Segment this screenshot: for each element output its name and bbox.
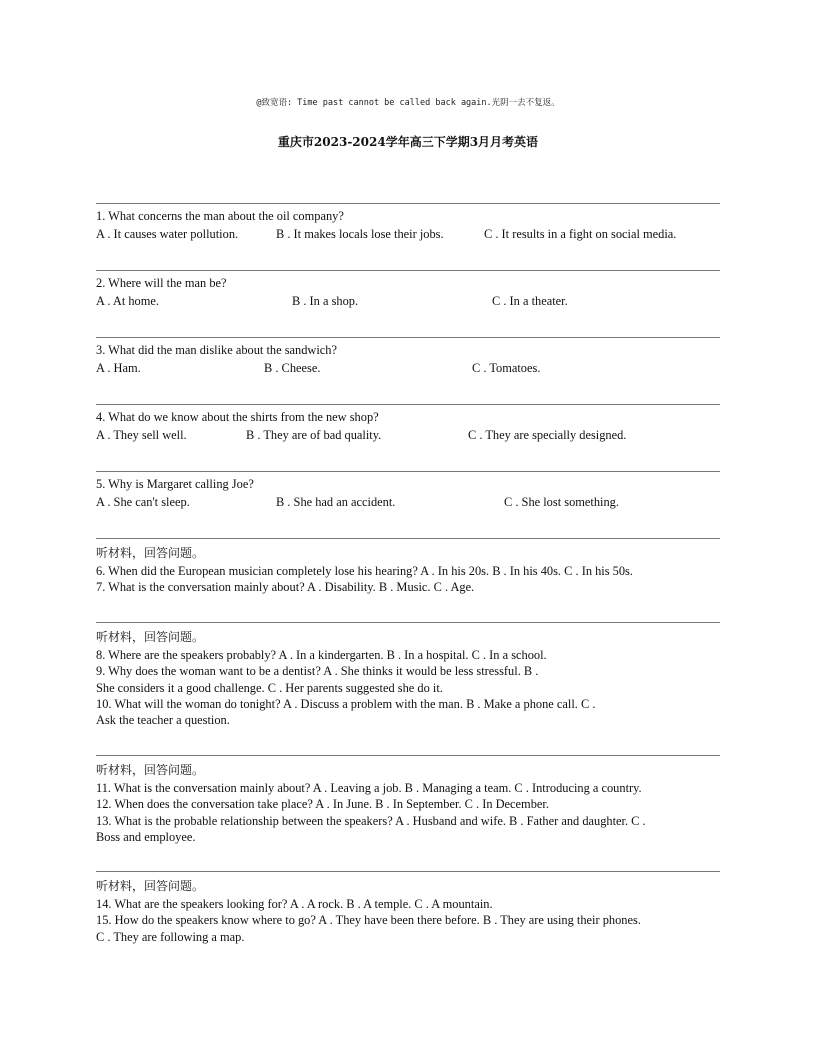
option-b: B . They are of bad quality. (246, 428, 382, 442)
option-c: C . Tomatoes. (472, 361, 541, 375)
option-b: B . In a shop. (292, 294, 359, 308)
option-c: C . It results in a fight on social media. (484, 227, 677, 241)
question-line: 9. Why does the woman want to be a dentist? A . She thinks it would be less stressful. B . (96, 664, 539, 678)
option-b: B . It makes locals lose their jobs. (276, 227, 444, 241)
page-title: 重庆市2023-2024学年高三下学期3月月考英语 (277, 135, 539, 149)
question-line: Ask the teacher a question. (96, 713, 230, 727)
question-line: 14. What are the speakers looking for? A . A rock. B . A temple. C . A mountain. (96, 897, 493, 911)
question-3 (96, 337, 720, 402)
question-2 (96, 270, 720, 335)
listening-group-1 (96, 538, 720, 619)
question-text: 2. Where will the man be? (96, 276, 227, 290)
section-header: 听材料，回答问题。 (96, 879, 205, 893)
listening-group-2 (96, 622, 720, 753)
question-text: 5. Why is Margaret calling Joe? (96, 477, 254, 491)
option-c: C . She lost something. (504, 495, 619, 509)
section-header: 听材料，回答问题。 (96, 546, 205, 560)
question-line: 11. What is the conversation mainly about? A . Leaving a job. B . Managing a team. C . Introducing a country. (96, 781, 642, 795)
option-c: C . In a theater. (492, 294, 568, 308)
listening-group-3 (96, 755, 720, 868)
option-a: A . They sell well. (96, 428, 187, 442)
question-line: 13. What is the probable relationship between the speakers? A . Husband and wife. B . Father and daughter. C . (96, 814, 646, 828)
question-text: 4. What do we know about the shirts from the new shop? (96, 410, 379, 424)
question-5 (96, 471, 720, 536)
option-a: A . She can't sleep. (96, 495, 190, 509)
question-text: 3. What did the man dislike about the sandwich? (96, 343, 337, 357)
option-a: A . At home. (96, 294, 159, 308)
option-a: A . It causes water pollution. (96, 227, 239, 241)
section-header: 听材料，回答问题。 (96, 630, 205, 644)
option-b: B . She had an accident. (276, 495, 396, 509)
question-line: She considers it a good challenge. C . Her parents suggested she do it. (96, 681, 443, 695)
section-header: 听材料，回答问题。 (96, 763, 205, 777)
question-line: 7. What is the conversation mainly about? A . Disability. B . Music. C . Age. (96, 580, 475, 594)
motto: @致宽语: Time past cannot be called back again.光阴一去不复返。 (256, 98, 560, 108)
question-1 (96, 203, 720, 268)
question-line: 8. Where are the speakers probably? A . In a kindergarten. B . In a hospital. C . In a school. (96, 648, 547, 662)
question-line: 12. When does the conversation take place? A . In June. B . In September. C . In December. (96, 797, 549, 811)
option-a: A . Ham. (96, 361, 141, 375)
question-line: 6. When did the European musician completely lose his hearing? A . In his 20s. B . In his 40s. C . In his 50s. (96, 564, 633, 578)
question-4 (96, 404, 720, 469)
question-line: 10. What will the woman do tonight? A . Discuss a problem with the man. B . Make a phone call. C . (96, 697, 596, 711)
option-c: C . They are specially designed. (468, 428, 627, 442)
question-text: 1. What concerns the man about the oil company? (96, 209, 344, 223)
option-b: B . Cheese. (264, 361, 321, 375)
listening-group-4 (96, 871, 720, 952)
question-line: Boss and employee. (96, 830, 196, 844)
question-line: 15. How do the speakers know where to go? A . They have been there before. B . They are using their phones. (96, 913, 641, 927)
question-line: C . They are following a map. (96, 930, 245, 944)
